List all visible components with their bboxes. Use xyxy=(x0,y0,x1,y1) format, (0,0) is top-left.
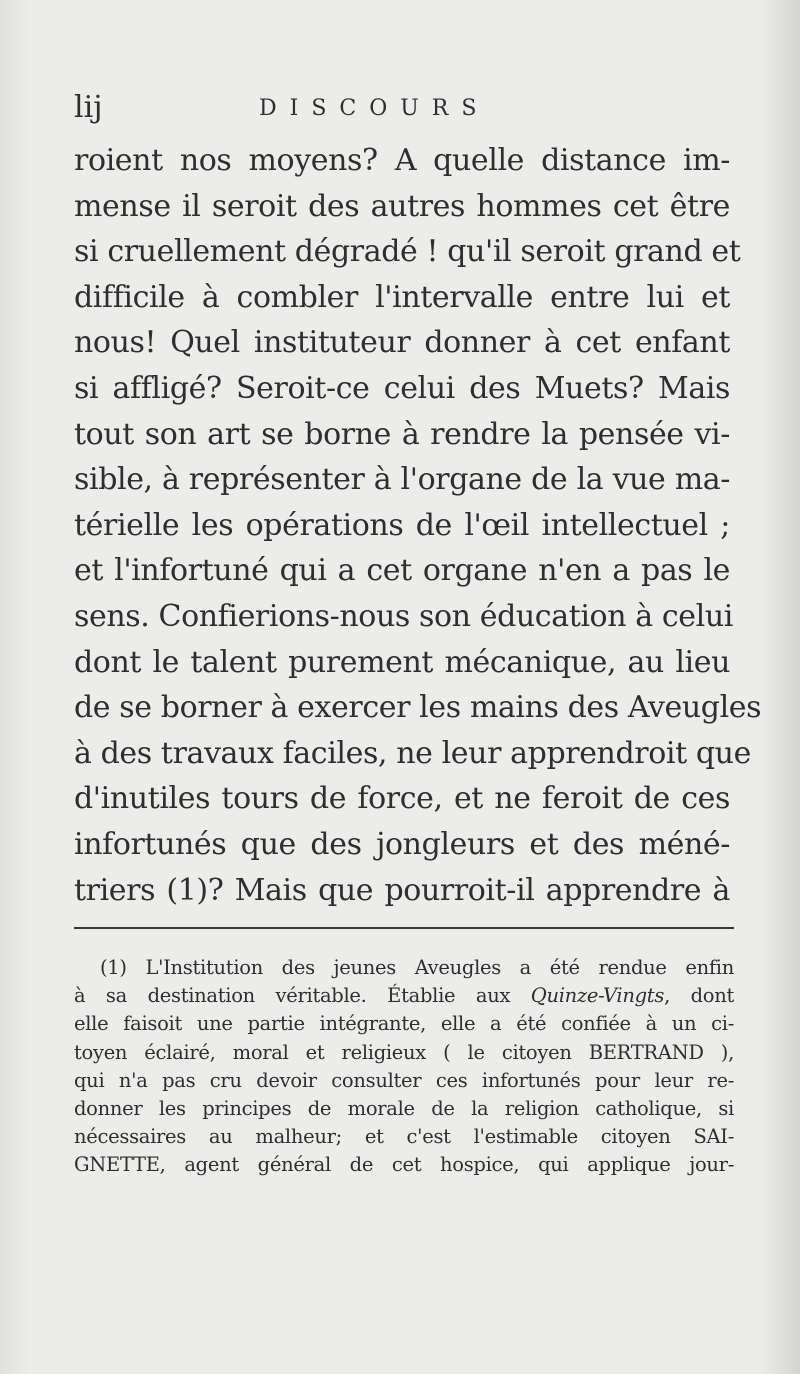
footnote-line: elle faisoit une partie intégrante, elle a été confiée à un ci- xyxy=(74,1012,734,1036)
text-line: infortunés que des jongleurs et des méné- xyxy=(74,826,730,862)
text-line: d'inutiles tours de force, et ne feroit de ces xyxy=(74,781,730,817)
text-line: térielle les opérations de l'œil intellectuel ; xyxy=(74,507,730,543)
running-title: DISCOURS xyxy=(259,96,490,121)
footnote-line xyxy=(74,982,734,1010)
text-line: si affligé? Seroit-ce celui des Muets? Mais xyxy=(74,370,730,406)
footnote-line: nécessaires au malheur; et c'est l'estimable citoyen SAI- xyxy=(74,1125,734,1149)
page-header xyxy=(74,88,734,128)
main-text xyxy=(74,138,762,913)
text-line: et l'infortuné qui a cet organe n'en a pas le xyxy=(74,553,730,589)
page-number: lij xyxy=(74,90,103,125)
text-line: roient nos moyens? A quelle distance im- xyxy=(74,143,730,178)
text-line: difficile à combler l'intervalle entre lui et xyxy=(74,279,730,315)
text-line: si cruellement dégradé ! qu'il seroit grand et xyxy=(74,234,741,270)
footnote-divider xyxy=(74,927,734,929)
text-line: tout son art se borne à rendre la pensée vi- xyxy=(74,416,730,452)
text-line: sible, à représenter à l'organe de la vue ma- xyxy=(74,462,730,498)
text-line: de se borner à exercer les mains des Aveugles xyxy=(74,690,762,726)
footnote xyxy=(74,954,734,1180)
footnote-line: qui n'a pas cru devoir consulter ces infortunés pour leur re- xyxy=(74,1068,734,1092)
footnote-text: à sa destination véritable. Établie aux xyxy=(74,984,531,1008)
text-line: triers (1)? Mais que pourroit-il apprendre à xyxy=(74,872,730,908)
footnote-line: GNETTE, agent général de cet hospice, qui applique jour- xyxy=(74,1153,734,1177)
text-line: dont le talent purement mécanique, au lieu xyxy=(74,644,730,680)
text-line: sens. Confierions-nous son éducation à celui xyxy=(74,598,733,634)
footnote-text: , dont xyxy=(664,984,734,1008)
text-line: nous! Quel instituteur donner à cet enfant xyxy=(74,325,730,361)
text-line: mense il seroit des autres hommes cet être xyxy=(74,188,730,224)
footnote-line: donner les principes de morale de la religion catholique, si xyxy=(74,1096,734,1120)
footnote-line: toyen éclairé, moral et religieux ( le citoyen BERTRAND ), xyxy=(74,1040,734,1064)
footnote-italic-text: Quinze-Vingts xyxy=(530,984,665,1008)
footnote-line: (1) L'Institution des jeunes Aveugles a été rendue enfin xyxy=(100,956,734,979)
text-line: à des travaux faciles, ne leur apprendroit que xyxy=(74,735,751,771)
